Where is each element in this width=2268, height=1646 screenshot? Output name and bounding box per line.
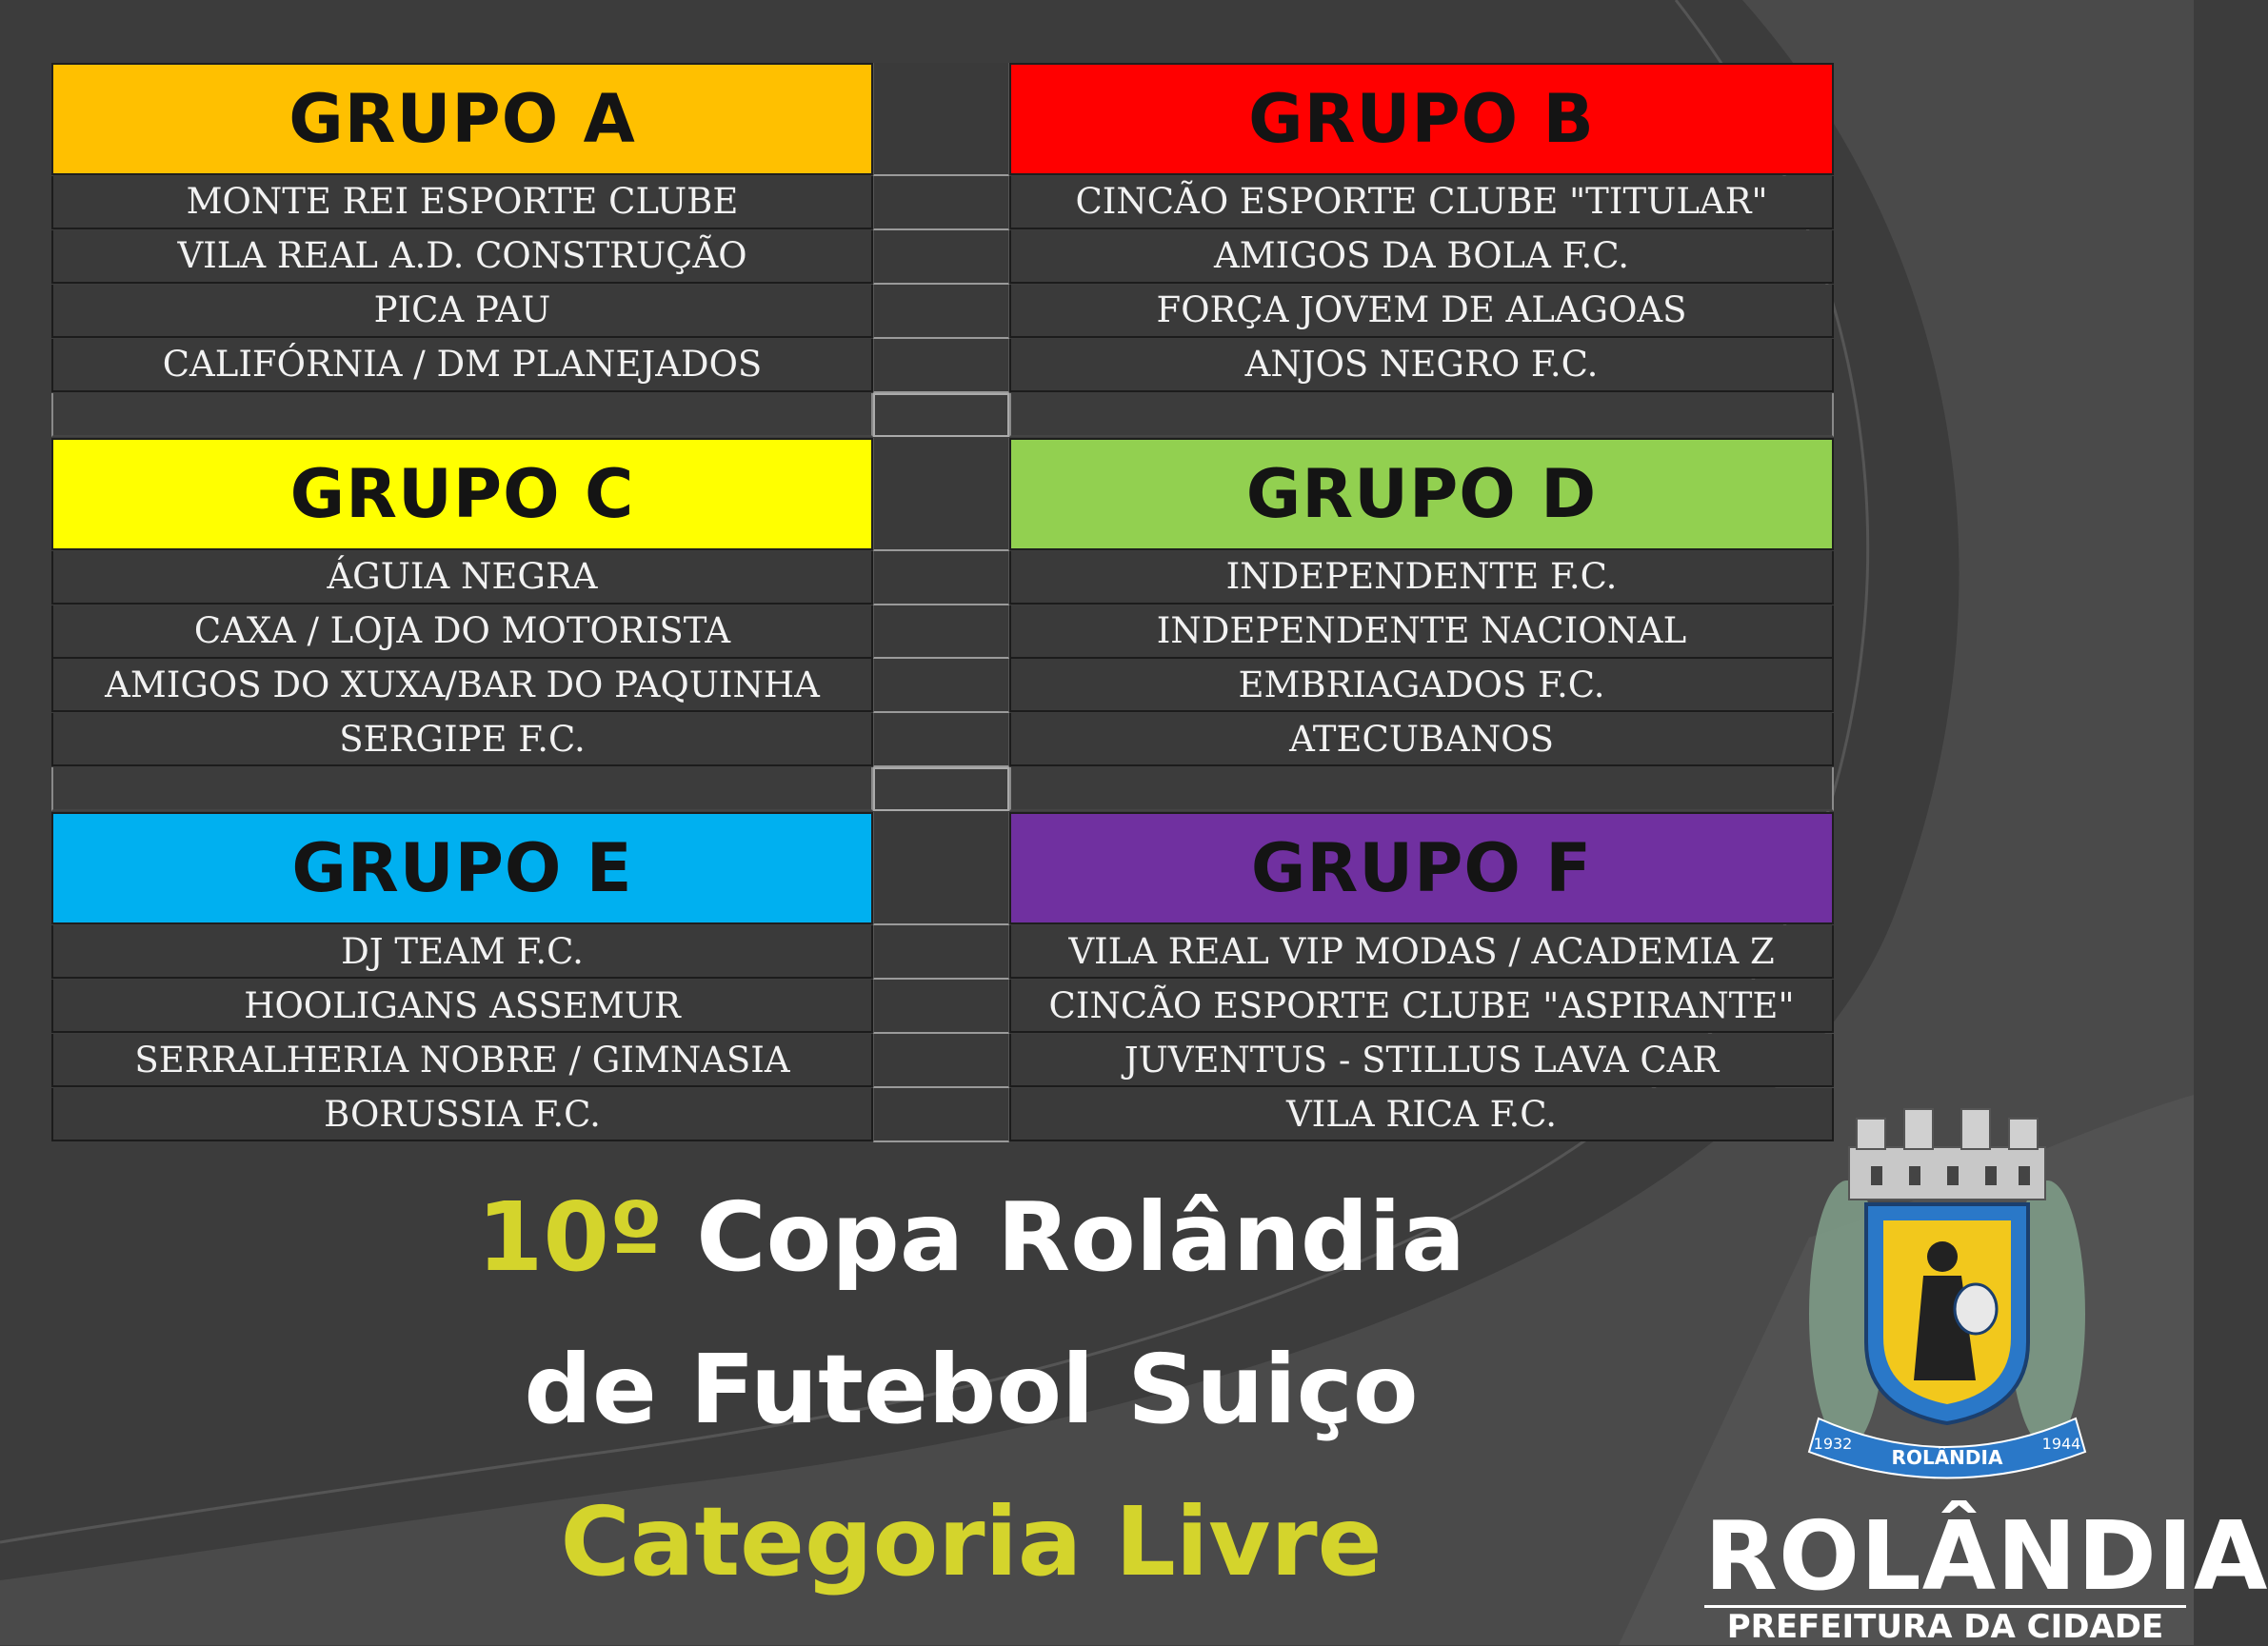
table-gap-cell	[873, 551, 1009, 605]
table-gap-cell	[873, 925, 1009, 980]
team-cell: SERGIPE F.C.	[51, 713, 873, 766]
title-line-1	[362, 1161, 1581, 1314]
table-gap-cell	[873, 176, 1009, 230]
table-gap-cell	[873, 605, 1009, 660]
table-spacer	[1009, 393, 1834, 437]
team-cell: VILA REAL A.D. CONSTRUÇÃO	[51, 230, 873, 284]
table-gap-cell	[873, 285, 1009, 339]
team-cell: ANJOS NEGRO F.C.	[1009, 339, 1834, 392]
team-cell: SERRALHERIA NOBRE / GIMNASIA	[51, 1034, 873, 1087]
team-cell: CINCÃO ESPORTE CLUBE "ASPIRANTE"	[1009, 980, 1834, 1033]
team-cell: HOOLIGANS ASSEMUR	[51, 980, 873, 1033]
table-spacer	[51, 393, 873, 437]
team-cell: INDEPENDENTE NACIONAL	[1009, 605, 1834, 659]
table-spacer	[873, 767, 1009, 811]
crest-ribbon-text: ROLÂNDIA	[1891, 1446, 2003, 1469]
group-c-header: GRUPO C	[51, 438, 873, 550]
group-a-header: GRUPO A	[51, 63, 873, 175]
table-gap-cell	[873, 713, 1009, 767]
team-cell: AMIGOS DA BOLA F.C.	[1009, 230, 1834, 284]
group-d-header: GRUPO D	[1009, 438, 1834, 550]
groups-table	[51, 63, 1834, 1142]
team-cell: MONTE REI ESPORTE CLUBE	[51, 176, 873, 229]
table-spacer	[51, 767, 873, 811]
team-cell: AMIGOS DO XUXA/BAR DO PAQUINHA	[51, 659, 873, 712]
team-cell: DJ TEAM F.C.	[51, 925, 873, 979]
team-cell: EMBRIAGADOS F.C.	[1009, 659, 1834, 712]
group-e-header: GRUPO E	[51, 812, 873, 924]
team-cell: CAXA / LOJA DO MOTORISTA	[51, 605, 873, 659]
city-name: ROLÂNDIA	[1704, 1500, 2268, 1612]
event-title	[362, 1161, 1581, 1618]
team-cell: ÁGUIA NEGRA	[51, 551, 873, 605]
title-line-2: de Futebol Suiço	[524, 1334, 1419, 1445]
table-gap-cell	[873, 339, 1009, 393]
table-spacer	[1009, 767, 1834, 811]
table-gap-cell	[873, 63, 1009, 176]
title-copa: Copa Rolândia	[696, 1181, 1466, 1293]
team-cell: CINCÃO ESPORTE CLUBE "TITULAR"	[1009, 176, 1834, 229]
team-cell: VILA REAL VIP MODAS / ACADEMIA Z	[1009, 925, 1834, 979]
crest-year-left: 1932	[1813, 1435, 1853, 1453]
title-category: Categoria Livre	[560, 1486, 1383, 1597]
table-gap-cell	[873, 1034, 1009, 1088]
team-cell: PICA PAU	[51, 285, 873, 338]
team-cell: ATECUBANOS	[1009, 713, 1834, 766]
table-spacer	[873, 393, 1009, 437]
group-b-header: GRUPO B	[1009, 63, 1834, 175]
crest-year-right: 1944	[2041, 1435, 2081, 1453]
table-gap-cell	[873, 980, 1009, 1034]
team-cell: JUVENTUS - STILLUS LAVA CAR	[1009, 1034, 1834, 1087]
table-gap-cell	[873, 438, 1009, 551]
group-f-header: GRUPO F	[1009, 812, 1834, 924]
team-cell: VILA RICA F.C.	[1009, 1088, 1834, 1141]
table-gap-cell	[873, 1088, 1009, 1142]
team-cell: FORÇA JOVEM DE ALAGOAS	[1009, 285, 1834, 338]
table-gap-cell	[873, 812, 1009, 925]
city-subtitle: PREFEITURA DA CIDADE	[1704, 1605, 2186, 1646]
team-cell: BORUSSIA F.C.	[51, 1088, 873, 1141]
table-gap-cell	[873, 659, 1009, 713]
team-cell: CALIFÓRNIA / DM PLANEJADOS	[51, 339, 873, 392]
table-gap-cell	[873, 230, 1009, 285]
team-cell: INDEPENDENTE F.C.	[1009, 551, 1834, 605]
edition-number: 10º	[476, 1181, 664, 1293]
city-crest-icon	[1790, 1095, 2104, 1495]
